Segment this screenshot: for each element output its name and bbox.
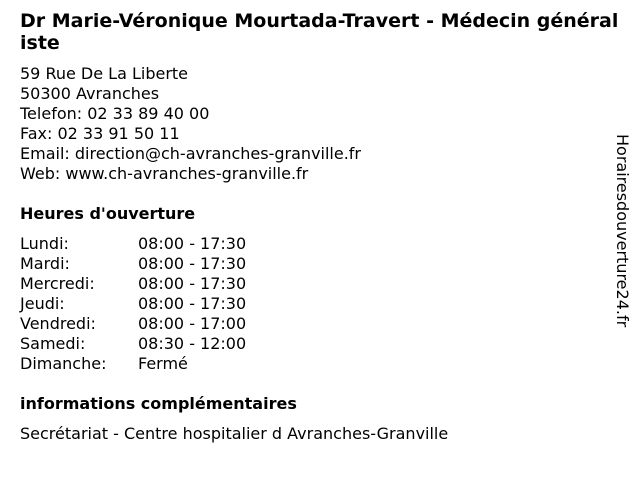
hours-day: Jeudi: bbox=[20, 294, 65, 313]
hours-time: 08:00 - 17:30 bbox=[138, 274, 247, 293]
hours-day: Mercredi: bbox=[20, 274, 95, 293]
city-postcode: 50300 Avranches bbox=[20, 84, 160, 103]
fax-number: Fax: 02 33 91 50 11 bbox=[20, 124, 180, 143]
hours-time: 08:00 - 17:30 bbox=[138, 294, 247, 313]
hours-time: 08:00 - 17:30 bbox=[138, 254, 247, 273]
hours-day: Lundi: bbox=[20, 234, 69, 253]
street-address: 59 Rue De La Liberte bbox=[20, 64, 189, 83]
info-heading: informations complémentaires bbox=[20, 394, 297, 413]
page-title: Dr Marie-Véronique Mourtada-Travert - Médecin généraliste bbox=[20, 10, 619, 54]
hours-time: Fermé bbox=[138, 354, 188, 373]
hours-day: Samedi: bbox=[20, 334, 86, 353]
hours-heading: Heures d'ouverture bbox=[20, 204, 196, 223]
hours-time: 08:30 - 12:00 bbox=[138, 334, 247, 353]
email-address: Email: direction@ch-avranches-granville.fr bbox=[20, 144, 362, 163]
hours-time: 08:00 - 17:30 bbox=[138, 234, 247, 253]
phone-number: Telefon: 02 33 89 40 00 bbox=[20, 104, 210, 123]
info-text: Secrétariat - Centre hospitalier d Avranches-Granville bbox=[20, 424, 449, 443]
site-watermark: Horairesdouverture24.fr bbox=[613, 134, 632, 328]
hours-time: 08:00 - 17:00 bbox=[138, 314, 247, 333]
hours-day: Vendredi: bbox=[20, 314, 96, 333]
hours-day: Dimanche: bbox=[20, 354, 107, 373]
hours-day: Mardi: bbox=[20, 254, 70, 273]
address-block bbox=[20, 64, 361, 184]
website: Web: www.ch-avranches-granville.fr bbox=[20, 164, 309, 183]
